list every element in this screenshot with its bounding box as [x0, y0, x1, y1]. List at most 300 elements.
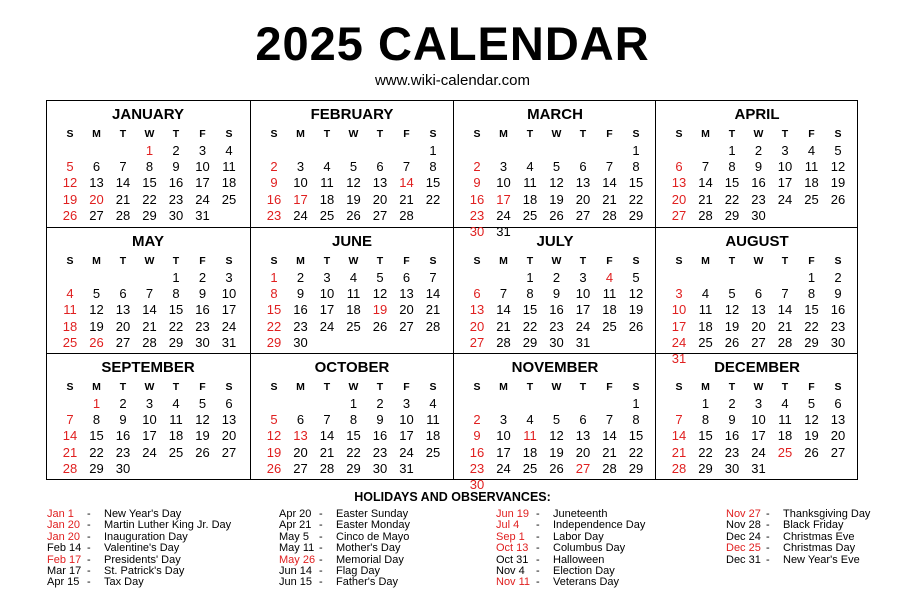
- weekday-header: F: [199, 381, 206, 393]
- day-cell: 22: [628, 444, 644, 460]
- day-cell: 10: [221, 286, 237, 302]
- day-cell: 28: [399, 207, 414, 223]
- day-cell: 23: [372, 444, 388, 460]
- holiday-separator: -: [319, 565, 323, 577]
- day-cell: 21: [602, 191, 617, 207]
- day-cell: 8: [349, 412, 358, 428]
- day-cell: 15: [628, 428, 644, 444]
- day-cell: 14: [698, 175, 713, 191]
- holiday-date: Jan 1: [47, 508, 74, 520]
- day-cell: 17: [575, 302, 591, 318]
- day-cell: 12: [372, 286, 388, 302]
- day-cell: 30: [115, 460, 131, 476]
- day-cell: 4: [172, 396, 180, 411]
- weekday-header: S: [270, 381, 278, 393]
- weekday-header: S: [270, 128, 278, 140]
- holiday-item: [726, 508, 896, 520]
- day-cell: 12: [89, 302, 104, 318]
- holiday-separator: -: [87, 553, 91, 566]
- weekday-header: M: [701, 381, 710, 393]
- day-cell: 20: [89, 191, 104, 207]
- holiday-item: [496, 542, 666, 554]
- weekday-header: S: [66, 381, 74, 393]
- weekday-header: W: [551, 381, 562, 393]
- holiday-item: [47, 542, 217, 554]
- day-cell: 8: [145, 159, 154, 175]
- holiday-separator: -: [319, 553, 323, 566]
- day-cell: 23: [115, 444, 131, 460]
- weekday-header: S: [429, 255, 437, 267]
- weekday-header: S: [473, 128, 481, 140]
- weekday-header: F: [199, 128, 206, 140]
- day-cell: 21: [777, 318, 793, 334]
- weekday-header: S: [66, 128, 74, 140]
- day-cell: 19: [89, 318, 104, 334]
- month-march: [454, 101, 656, 239]
- day-cell: 21: [319, 444, 335, 460]
- day-cell: 17: [751, 428, 766, 444]
- day-cell: 26: [724, 334, 740, 350]
- holiday-separator: -: [87, 565, 91, 577]
- day-cell: 8: [172, 286, 180, 302]
- day-cell: 28: [425, 318, 441, 334]
- day-cell: 9: [834, 286, 842, 302]
- day-cell: 11: [222, 159, 236, 175]
- day-cell: 2: [198, 270, 207, 285]
- holiday-date: Nov 11: [496, 576, 531, 589]
- holiday-name: Valentine's Day: [104, 542, 180, 555]
- day-cell: 24: [293, 207, 308, 223]
- day-cell: 10: [293, 175, 308, 191]
- day-cell: 21: [602, 444, 617, 460]
- day-cell: 9: [473, 428, 481, 444]
- day-cell: 4: [781, 396, 789, 411]
- holiday-date: Jan 20: [47, 530, 81, 543]
- day-cell: 31: [221, 334, 237, 350]
- day-cell: 29: [346, 460, 361, 476]
- day-cell: 8: [632, 159, 640, 175]
- holiday-date: Dec 31: [726, 553, 761, 566]
- holiday-name: Black Friday: [783, 519, 844, 532]
- day-cell: 16: [266, 191, 282, 207]
- day-cell: 9: [728, 412, 736, 428]
- day-cell: 30: [168, 207, 184, 223]
- day-cell: 12: [549, 428, 564, 444]
- weekday-header: S: [675, 128, 683, 140]
- day-cell: 4: [349, 270, 358, 285]
- day-cell: 22: [724, 191, 740, 207]
- day-cell: 2: [473, 159, 481, 175]
- holiday-separator: -: [319, 508, 323, 520]
- weekday-header: S: [473, 381, 481, 393]
- month-name: FEBRUARY: [310, 106, 394, 123]
- holiday-name: Veterans Day: [553, 576, 620, 589]
- weekday-header: M: [296, 255, 305, 267]
- day-cell: 30: [549, 334, 564, 350]
- day-cell: 18: [425, 428, 441, 444]
- weekday-header: S: [834, 128, 842, 140]
- day-cell: 14: [602, 175, 617, 191]
- day-cell: 29: [89, 460, 104, 476]
- day-cell: 15: [698, 428, 713, 444]
- month-name: JANUARY: [112, 106, 184, 123]
- day-cell: 1: [728, 143, 736, 158]
- holiday-item: [496, 554, 666, 566]
- day-cell: 8: [429, 159, 437, 175]
- day-cell: 20: [751, 318, 766, 334]
- month-november: [454, 354, 656, 492]
- day-cell: 3: [579, 270, 587, 285]
- day-cell: 20: [293, 444, 308, 460]
- day-cell: 16: [168, 175, 184, 191]
- month-january: [47, 101, 249, 226]
- holiday-date: Jul 4: [496, 519, 520, 532]
- day-cell: 5: [807, 396, 816, 411]
- day-cell: 4: [66, 286, 74, 302]
- weekday-header: W: [551, 255, 562, 267]
- holiday-name: Father's Day: [336, 576, 399, 589]
- weekday-header: S: [834, 381, 842, 393]
- day-cell: 30: [195, 334, 210, 350]
- weekday-header: M: [499, 128, 508, 140]
- weekday-header: S: [834, 255, 842, 267]
- day-cell: 27: [293, 460, 308, 476]
- holiday-item: [726, 531, 896, 543]
- day-cell: 29: [804, 334, 819, 350]
- month-name: OCTOBER: [314, 359, 390, 376]
- day-cell: 13: [575, 428, 591, 444]
- day-cell: 14: [777, 302, 793, 318]
- holiday-name: Mother's Day: [336, 542, 401, 555]
- weekday-header: S: [270, 255, 278, 267]
- day-cell: 26: [628, 318, 644, 334]
- day-cell: 1: [172, 270, 180, 285]
- day-cell: 16: [724, 428, 740, 444]
- day-cell: 1: [701, 396, 710, 411]
- holiday-name: Easter Sunday: [336, 508, 409, 520]
- day-cell: 6: [402, 270, 411, 285]
- day-cell: 12: [724, 302, 740, 318]
- holiday-date: Feb 14: [47, 542, 82, 555]
- holiday-item: [47, 531, 217, 543]
- day-cell: 26: [266, 460, 282, 476]
- day-cell: 4: [526, 159, 534, 175]
- day-cell: 22: [698, 444, 713, 460]
- day-cell: 20: [575, 444, 591, 460]
- day-cell: 11: [169, 412, 183, 428]
- month-name: MARCH: [527, 106, 583, 123]
- weekday-header: T: [579, 381, 587, 393]
- day-cell: 3: [499, 159, 508, 175]
- weekday-header: T: [323, 128, 331, 140]
- day-cell: 7: [429, 270, 437, 285]
- weekday-header: F: [606, 255, 613, 267]
- day-cell: 6: [473, 286, 481, 302]
- day-cell: 9: [754, 159, 763, 175]
- day-cell: 5: [349, 159, 358, 175]
- holiday-item: [496, 565, 666, 577]
- day-cell: 9: [296, 286, 305, 302]
- day-cell: 11: [320, 175, 334, 191]
- day-cell: 27: [399, 318, 414, 334]
- holiday-date: Nov 27: [726, 508, 761, 520]
- day-cell: 28: [602, 207, 617, 223]
- day-cell: 3: [781, 143, 789, 158]
- day-cell: 28: [496, 334, 511, 350]
- day-cell: 13: [575, 175, 591, 191]
- weekday-header: T: [526, 381, 534, 393]
- weekday-header: S: [632, 255, 640, 267]
- day-cell: 29: [522, 334, 538, 350]
- holiday-date: Nov 4: [496, 565, 525, 577]
- holiday-item: [47, 508, 217, 520]
- day-cell: 16: [195, 302, 210, 318]
- day-cell: 9: [376, 412, 384, 428]
- weekday-header: T: [526, 128, 534, 140]
- weekday-header: F: [808, 128, 815, 140]
- day-cell: 18: [522, 444, 538, 460]
- day-cell: 3: [323, 270, 331, 285]
- holiday-date: Apr 15: [47, 576, 80, 589]
- holiday-item: [279, 576, 449, 588]
- day-cell: 27: [89, 207, 104, 223]
- day-cell: 6: [225, 396, 233, 411]
- day-cell: 17: [496, 191, 511, 207]
- day-cell: 2: [270, 159, 278, 175]
- day-cell: 21: [496, 318, 511, 334]
- day-cell: 25: [319, 207, 335, 223]
- weekday-header: F: [403, 255, 410, 267]
- weekday-header: T: [781, 128, 789, 140]
- day-cell: 17: [496, 444, 511, 460]
- day-cell: 14: [142, 302, 157, 318]
- day-cell: 15: [522, 302, 538, 318]
- holiday-separator: -: [536, 553, 540, 566]
- day-cell: 15: [804, 302, 819, 318]
- day-cell: 8: [807, 286, 816, 302]
- day-cell: 12: [830, 159, 846, 175]
- website-url: www.wiki-calendar.com: [374, 72, 531, 89]
- day-cell: 11: [602, 286, 617, 302]
- holiday-name: Flag Day: [336, 565, 381, 577]
- day-cell: 27: [751, 334, 766, 350]
- holiday-item: [496, 508, 666, 520]
- holiday-item: [279, 531, 449, 543]
- weekday-header: M: [499, 255, 508, 267]
- holiday-separator: -: [536, 519, 540, 532]
- day-cell: 3: [198, 143, 207, 158]
- day-cell: 7: [402, 159, 411, 175]
- holiday-date: Feb 17: [47, 553, 82, 566]
- holiday-name: Halloween: [553, 553, 605, 566]
- day-cell: 5: [552, 412, 561, 428]
- day-cell: 31: [496, 224, 511, 239]
- month-august: [656, 228, 858, 366]
- day-cell: 13: [469, 302, 485, 318]
- day-cell: 8: [270, 286, 278, 302]
- weekday-header: F: [606, 128, 613, 140]
- weekday-header: T: [119, 381, 127, 393]
- holiday-date: Dec 24: [726, 530, 761, 543]
- page-title: 2025 CALENDAR: [255, 17, 650, 70]
- day-cell: 20: [115, 318, 131, 334]
- weekday-header: M: [296, 128, 305, 140]
- holiday-item: [47, 519, 232, 532]
- day-cell: 7: [605, 159, 614, 175]
- day-cell: 28: [777, 334, 793, 350]
- day-cell: 10: [575, 286, 591, 302]
- day-cell: 27: [221, 444, 237, 460]
- holiday-date: Jan 20: [47, 519, 81, 532]
- day-cell: 12: [62, 175, 78, 191]
- holiday-item: [47, 565, 217, 577]
- month-june: [251, 228, 453, 353]
- day-cell: 20: [671, 191, 687, 207]
- day-cell: 29: [266, 334, 282, 350]
- day-cell: 3: [225, 270, 233, 285]
- day-cell: 1: [429, 143, 437, 158]
- day-cell: 23: [469, 460, 485, 476]
- day-cell: 25: [425, 444, 441, 460]
- month-name: DECEMBER: [714, 359, 800, 376]
- day-cell: 17: [777, 175, 793, 191]
- weekday-header: M: [499, 381, 508, 393]
- holiday-separator: -: [87, 530, 91, 543]
- day-cell: 6: [119, 286, 127, 302]
- day-cell: 14: [399, 175, 414, 191]
- day-cell: 15: [142, 175, 157, 191]
- holiday-separator: -: [536, 508, 540, 520]
- weekday-header: W: [753, 255, 764, 267]
- weekday-header: W: [551, 128, 562, 140]
- month-name: JULY: [536, 233, 574, 250]
- weekday-header: F: [403, 381, 410, 393]
- weekday-header: S: [473, 255, 481, 267]
- day-cell: 2: [296, 270, 305, 285]
- day-cell: 5: [632, 270, 640, 285]
- calendar-grid: [46, 100, 858, 492]
- weekday-header: S: [675, 255, 683, 267]
- day-cell: 31: [575, 334, 591, 350]
- day-cell: 7: [66, 412, 74, 428]
- day-cell: 5: [728, 286, 736, 302]
- day-cell: 30: [469, 477, 485, 492]
- holiday-item: [726, 519, 896, 531]
- day-cell: 17: [221, 302, 237, 318]
- day-cell: 2: [728, 396, 736, 411]
- day-cell: 11: [523, 428, 537, 444]
- day-cell: 27: [372, 207, 388, 223]
- day-cell: 21: [698, 191, 713, 207]
- day-cell: 17: [399, 428, 414, 444]
- day-cell: 24: [496, 207, 511, 223]
- day-cell: 24: [671, 334, 687, 350]
- day-cell: 18: [777, 428, 793, 444]
- day-cell: 18: [221, 175, 237, 191]
- day-cell: 17: [293, 191, 308, 207]
- day-cell: 14: [671, 428, 687, 444]
- month-february: [251, 101, 453, 226]
- month-october: [251, 354, 453, 479]
- day-cell: 18: [346, 302, 361, 318]
- holiday-name: Presidents' Day: [104, 553, 181, 566]
- weekday-header: W: [144, 381, 155, 393]
- day-cell: 21: [62, 444, 78, 460]
- day-cell: 15: [346, 428, 361, 444]
- day-cell: 21: [142, 318, 157, 334]
- day-cell: 26: [195, 444, 210, 460]
- day-cell: 13: [830, 412, 846, 428]
- weekday-header: T: [323, 381, 331, 393]
- day-cell: 13: [671, 175, 687, 191]
- day-cell: 10: [777, 159, 793, 175]
- day-cell: 28: [115, 207, 131, 223]
- day-cell: 20: [830, 428, 846, 444]
- holiday-separator: -: [766, 508, 770, 520]
- holiday-separator: -: [319, 576, 323, 589]
- day-cell: 11: [804, 159, 819, 175]
- holiday-date: Sep 1: [496, 530, 525, 543]
- day-cell: 19: [62, 191, 78, 207]
- holiday-date: Oct 31: [496, 553, 529, 566]
- day-cell: 22: [142, 191, 157, 207]
- day-cell: 3: [499, 412, 508, 428]
- day-cell: 5: [198, 396, 207, 411]
- day-cell: 4: [605, 270, 614, 285]
- month-december: [656, 354, 858, 479]
- day-cell: 22: [804, 318, 819, 334]
- day-cell: 22: [628, 191, 644, 207]
- weekday-header: S: [429, 128, 437, 140]
- holiday-name: St. Patrick's Day: [104, 565, 185, 577]
- day-cell: 26: [830, 191, 846, 207]
- day-cell: 6: [92, 159, 101, 175]
- holiday-name: Juneteenth: [553, 508, 608, 520]
- day-cell: 23: [168, 191, 184, 207]
- holiday-item: [496, 576, 666, 588]
- day-cell: 11: [346, 286, 361, 302]
- day-cell: 19: [724, 318, 740, 334]
- holiday-item: [279, 554, 449, 566]
- day-cell: 15: [425, 175, 441, 191]
- day-cell: 21: [399, 191, 414, 207]
- weekday-header: S: [632, 128, 640, 140]
- month-july: [454, 228, 656, 353]
- weekday-header: F: [808, 255, 815, 267]
- day-cell: 15: [724, 175, 740, 191]
- day-cell: 22: [266, 318, 282, 334]
- holiday-date: Dec 25: [726, 542, 761, 555]
- day-cell: 26: [62, 207, 78, 223]
- day-cell: 19: [549, 191, 564, 207]
- day-cell: 26: [89, 334, 104, 350]
- day-cell: 12: [628, 286, 644, 302]
- day-cell: 28: [602, 460, 617, 476]
- day-cell: 6: [579, 159, 587, 175]
- holiday-item: [726, 554, 896, 566]
- day-cell: 1: [632, 396, 640, 411]
- day-cell: 14: [62, 428, 78, 444]
- day-cell: 16: [469, 444, 485, 460]
- holiday-name: Columbus Day: [553, 542, 626, 555]
- weekday-header: T: [376, 255, 384, 267]
- day-cell: 25: [698, 334, 713, 350]
- holiday-name: Independence Day: [553, 519, 646, 532]
- day-cell: 7: [781, 286, 789, 302]
- day-cell: 1: [526, 270, 534, 285]
- holiday-name: Election Day: [553, 565, 615, 577]
- day-cell: 13: [751, 302, 766, 318]
